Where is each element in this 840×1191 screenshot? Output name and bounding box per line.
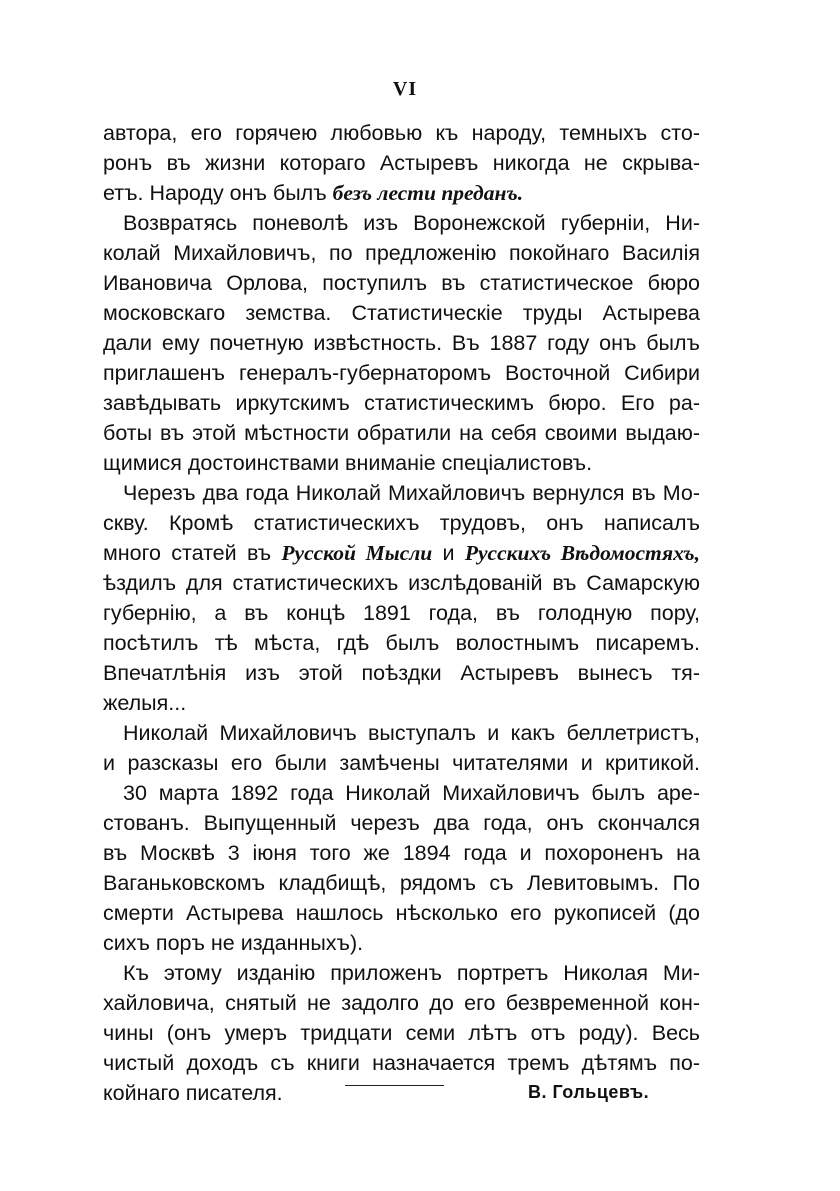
horizontal-rule bbox=[345, 1085, 444, 1086]
text-line: желыя... bbox=[103, 691, 187, 715]
text-line: дали ему почетную извѣстность. Въ 1887 году онъ былъ bbox=[103, 331, 700, 355]
text-line: завѣдывать иркутскимъ статистическимъ бюро. Его ра- bbox=[103, 391, 700, 415]
text-line: губернію, а въ концѣ 1891 года, въ голодную пору, bbox=[103, 601, 700, 625]
text-line: посѣтилъ тѣ мѣста, гдѣ былъ волостнымъ писаремъ. bbox=[103, 631, 700, 655]
text-line: чистый доходъ съ книги назначается тремъ дѣтямъ по- bbox=[103, 1051, 700, 1075]
text-line: Черезъ два года Николай Михайловичъ вернулся въ Мо- bbox=[123, 481, 700, 505]
text-line bbox=[103, 178, 700, 208]
text-span: и bbox=[432, 541, 465, 565]
text-line: сихъ поръ не изданныхъ). bbox=[103, 931, 364, 955]
text-line: автора, его горячею любовью къ народу, темныхъ сто- bbox=[103, 121, 700, 145]
text-line: щимися достоинствами вниманіе спеціалистовъ. bbox=[103, 451, 593, 475]
text-line: Возвратясь поневолѣ изъ Воронежской губерніи, Ни- bbox=[123, 211, 700, 235]
text-line: смерти Астырева нашлось нѣсколько его рукописей (до bbox=[103, 901, 700, 925]
text-line: стованъ. Выпущенный черезъ два года, онъ скончался bbox=[103, 811, 700, 835]
text-line: хайловича, снятый не задолго до его безвременной кон- bbox=[103, 991, 700, 1015]
text-line: Николай Михайловичъ выступалъ и какъ беллетристъ, bbox=[123, 721, 700, 745]
text-line: Впечатлѣнія изъ этой поѣздки Астыревъ вынесъ тя- bbox=[103, 661, 700, 685]
text-line: Къ этому изданію приложенъ портретъ Николая Ми- bbox=[123, 961, 700, 985]
text-line: ронъ въ жизни котораго Астыревъ никогда не скрыва- bbox=[103, 151, 700, 175]
text-line: приглашенъ генералъ-губернаторомъ Восточной Сибири bbox=[103, 361, 700, 385]
text-line: боты въ этой мѣстности обратили на себя своими выдаю- bbox=[103, 421, 700, 445]
text-span: много статей въ bbox=[103, 541, 282, 565]
text-line: и разсказы его были замѣчены читателями и критикой. bbox=[103, 751, 700, 775]
text-line bbox=[103, 538, 700, 568]
text-line: 30 марта 1892 года Николай Михайловичъ былъ аре- bbox=[123, 781, 700, 805]
text-line: въ Москвѣ 3 іюня того же 1894 года и похороненъ на bbox=[103, 841, 700, 865]
italic-phrase: безъ лести преданъ. bbox=[332, 181, 524, 205]
text-line: Ваганьковскомъ кладбищѣ, рядомъ съ Левитовымъ. По bbox=[103, 871, 700, 895]
text-line: колай Михайловичъ, по предложенію покойнаго Василія bbox=[103, 241, 700, 265]
newspaper-title: Русскихъ Вѣдомостяхъ, bbox=[464, 541, 700, 565]
author-signature: В. Гольцевъ. bbox=[528, 1082, 650, 1102]
page-number: VI bbox=[392, 78, 418, 100]
text-line: московскаго земства. Статистическіе труды Астырева bbox=[103, 301, 700, 325]
journal-title: Русской Мысли bbox=[281, 541, 433, 565]
text-line: чины (онъ умеръ тридцати семи лѣтъ отъ роду). Весь bbox=[103, 1021, 700, 1045]
text-line: койнаго писателя. bbox=[103, 1081, 283, 1105]
text-span: етъ. Народу онъ былъ bbox=[103, 181, 333, 205]
text-line: Ивановича Орлова, поступилъ въ статистическое бюро bbox=[103, 271, 700, 295]
text-line: ѣздилъ для статистическихъ изслѣдованій въ Самарскую bbox=[103, 571, 700, 595]
text-line: скву. Кромѣ статистическихъ трудовъ, онъ написалъ bbox=[103, 511, 700, 535]
